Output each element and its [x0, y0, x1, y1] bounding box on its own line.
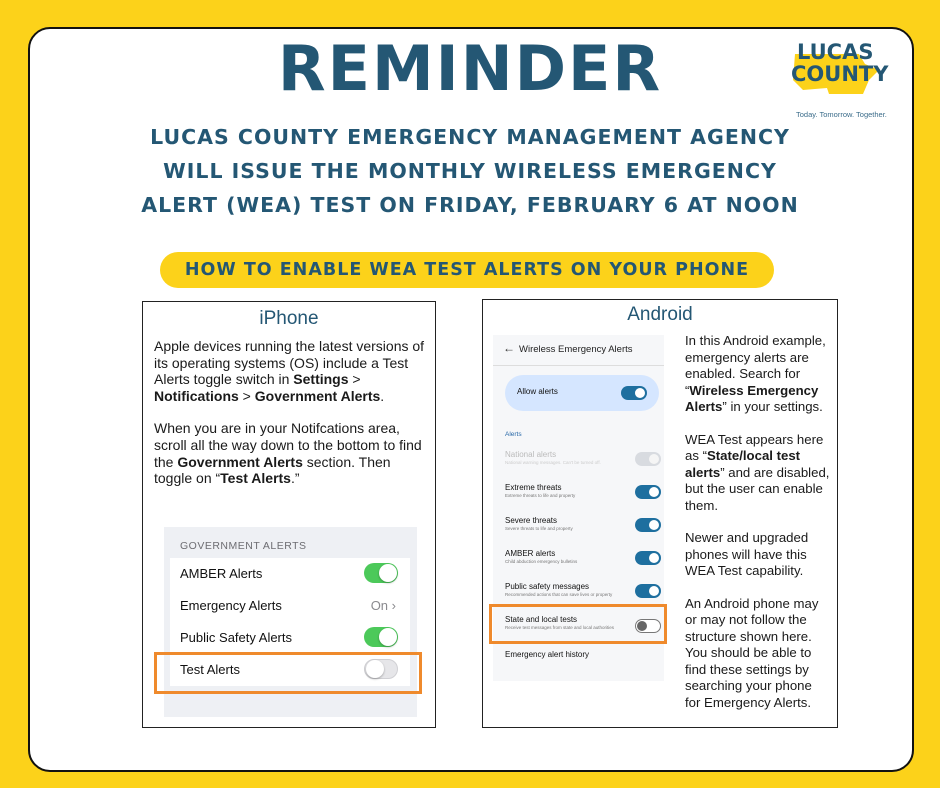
text-bold: State/local test alerts: [685, 448, 801, 480]
value-text: On: [370, 598, 389, 613]
row-label: Extreme threats: [505, 483, 562, 492]
iphone-paragraph-2: [154, 420, 426, 486]
row-sub: Receive test messages from state and local authorities: [505, 625, 615, 630]
ios-row-public-safety[interactable]: [170, 622, 410, 655]
android-instructions: [685, 333, 830, 727]
national-toggle: [635, 452, 661, 466]
text: section. Then toggle on “: [154, 453, 391, 487]
logo-tagline: Today. Tomorrow. Together.: [796, 110, 887, 119]
announcement: [60, 120, 880, 222]
ios-row-amber[interactable]: [170, 558, 410, 591]
logo-word-county: COUNTY: [791, 62, 889, 86]
how-to-banner: HOW TO ENABLE WEA TEST ALERTS ON YOUR PHONE: [160, 252, 774, 288]
ios-row-emergency[interactable]: [170, 590, 410, 623]
severe-toggle[interactable]: [635, 518, 661, 532]
ios-row-label: Emergency Alerts: [180, 598, 282, 613]
text: ” in your settings.: [722, 399, 823, 414]
row-sub: Child abduction emergency bulletins: [505, 559, 578, 564]
android-row-public-safety[interactable]: [505, 582, 661, 597]
government-alerts-header: GOVERNMENT ALERTS: [180, 540, 307, 552]
announcement-line: ALERT (WEA) TEST ON FRIDAY, FEBRUARY 6 AT NOON: [141, 193, 799, 217]
ios-row-label: Test Alerts: [180, 662, 240, 677]
ios-row-label: Public Safety Alerts: [180, 630, 292, 645]
row-label: Severe threats: [505, 516, 558, 525]
text-bold: Notifications: [154, 387, 239, 404]
announcement-line: LUCAS COUNTY EMERGENCY MANAGEMENT AGENCY: [150, 125, 790, 149]
iphone-paragraph-1: [154, 338, 426, 404]
alert-history-link[interactable]: Emergency alert history: [505, 650, 590, 659]
android-paragraph-4: An Android phone may or may not follow the structure shown here. You should be able to find these settings by searching your phone for Emergency Alerts.: [685, 595, 819, 710]
text-bold: Wireless Emergency Alerts: [685, 382, 819, 414]
android-row-severe[interactable]: [505, 516, 661, 531]
allow-alerts-row[interactable]: [505, 375, 659, 411]
public-safety-toggle[interactable]: [635, 584, 661, 598]
back-arrow-icon[interactable]: ←: [503, 341, 515, 355]
text: In this Android example, emergency alerts are enabled. Search for “: [685, 333, 826, 398]
text-bold: Test Alerts: [220, 470, 291, 487]
text: When you are in your Notifcations area, scroll all the way down to the bottom to find the: [154, 420, 422, 470]
page-title: REMINDER: [277, 32, 663, 105]
public-safety-toggle[interactable]: [364, 627, 398, 647]
android-row-national: [505, 450, 661, 465]
text: .”: [290, 470, 300, 487]
android-app-bar: [493, 335, 664, 366]
row-label: AMBER alerts: [505, 549, 556, 558]
allow-alerts-toggle[interactable]: [621, 386, 647, 400]
row-label: State and local tests: [505, 615, 578, 624]
android-panel: [482, 299, 838, 728]
android-paragraph-2: [685, 432, 830, 515]
amber-toggle[interactable]: [635, 551, 661, 565]
alerts-section-label: Alerts: [505, 431, 522, 438]
test-alerts-highlight: [154, 652, 422, 694]
chevron-right-icon: ›: [391, 598, 396, 613]
android-heading: Android: [627, 304, 693, 325]
text: WEA Test appears here as “: [685, 431, 824, 463]
ios-row-label: AMBER Alerts: [180, 566, 263, 581]
allow-alerts-label: Allow alerts: [517, 387, 558, 396]
extreme-toggle[interactable]: [635, 485, 661, 499]
android-row-amber[interactable]: [505, 549, 661, 564]
lucas-county-logo: [785, 40, 895, 120]
text-bold: Government Alerts: [177, 453, 303, 470]
state-local-highlight: [489, 604, 667, 644]
text: .: [380, 387, 385, 404]
android-paragraph-3: Newer and upgraded phones will have this WEA Test capability.: [685, 530, 809, 578]
row-label: Public safety messages: [505, 582, 590, 591]
android-screen-title: Wireless Emergency Alerts: [519, 344, 633, 355]
amber-toggle[interactable]: [364, 563, 398, 583]
iphone-instructions: [154, 338, 426, 487]
android-row-extreme[interactable]: [505, 483, 661, 498]
logo-word-lucas: LUCAS: [797, 40, 874, 64]
row-sub: National warning messages. Can't be turned off.: [505, 460, 601, 465]
text: >: [348, 371, 361, 388]
iphone-heading: iPhone: [259, 308, 319, 329]
text-bold: Government Alerts: [254, 387, 381, 404]
android-paragraph-1: [685, 333, 830, 416]
emergency-value: [371, 598, 396, 613]
iphone-panel: [142, 301, 436, 728]
row-sub: Extreme threats to life and property: [505, 493, 576, 498]
row-sub: Severe threats to life and property: [505, 526, 573, 531]
text: >: [238, 387, 255, 404]
announcement-line: WILL ISSUE THE MONTHLY WIRELESS EMERGENCY: [163, 159, 777, 183]
text: ” and are disabled, but the user can enable them.: [685, 464, 830, 513]
row-label: National alerts: [505, 450, 557, 459]
text-bold: Settings: [293, 371, 349, 388]
row-sub: Recommended actions that can save lives or property: [505, 592, 613, 597]
text: Apple devices running the latest versions of its operating systems (OS) include a Test Alerts toggle switch in: [154, 338, 425, 388]
